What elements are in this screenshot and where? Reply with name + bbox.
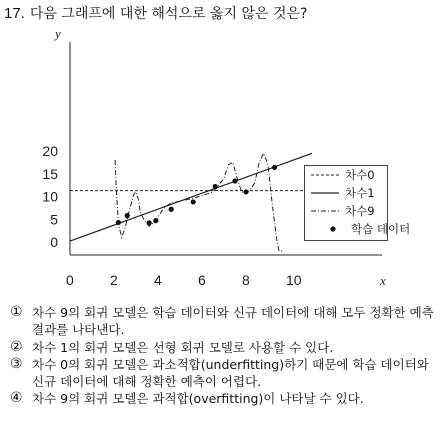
question-number: 17. bbox=[4, 5, 25, 22]
x-tick-label: 10 bbox=[286, 272, 302, 288]
choice-1[interactable] bbox=[10, 304, 435, 339]
choice-marker: ④ bbox=[10, 390, 23, 407]
training-data-point bbox=[169, 207, 174, 212]
dot-marker-icon bbox=[309, 222, 341, 236]
dashed-line-icon bbox=[309, 168, 341, 182]
choice-marker: ③ bbox=[10, 355, 23, 372]
y-tick-label: 20 bbox=[42, 143, 58, 159]
x-axis-label: x bbox=[380, 273, 386, 288]
legend-label: 차수9 bbox=[345, 204, 375, 218]
answer-choices bbox=[10, 304, 435, 408]
legend-label: 차수1 bbox=[345, 186, 375, 200]
choice-text: 차수 9의 회귀 모델은 과적합(overfitting)이 나타날 수 있다. bbox=[32, 391, 364, 407]
training-data-point bbox=[147, 220, 152, 225]
training-data-point bbox=[272, 165, 277, 170]
legend-item-training-data bbox=[305, 221, 411, 238]
choice-3[interactable] bbox=[10, 356, 435, 391]
y-tick-label: 15 bbox=[42, 165, 58, 182]
dash-dot-line-icon bbox=[309, 204, 341, 218]
training-data-point bbox=[125, 213, 130, 218]
y-tick-label: 0 bbox=[50, 234, 58, 250]
training-data-point bbox=[213, 184, 218, 189]
choice-text: 차수 1의 회귀 모델은 선형 회귀 모델로 사용할 수 있다. bbox=[32, 339, 334, 355]
solid-line-icon bbox=[309, 186, 341, 200]
choice-4[interactable] bbox=[10, 390, 435, 407]
question-text: 다음 그래프에 대한 해석으로 옳지 않은 것은? bbox=[29, 6, 308, 22]
choice-text: 차수 9의 회귀 모델은 학습 데이터와 신규 데이터에 대해 모두 정확한 예측 결과를 나타낸다. bbox=[32, 305, 434, 338]
training-data-point bbox=[243, 189, 248, 194]
y-tick-label: 10 bbox=[42, 188, 58, 205]
legend-item-order9 bbox=[305, 203, 387, 220]
chart-legend bbox=[304, 165, 411, 241]
choice-2[interactable] bbox=[10, 339, 435, 356]
y-axis-label: y bbox=[55, 26, 61, 41]
training-data-point bbox=[232, 178, 237, 183]
choice-marker: ② bbox=[10, 338, 23, 355]
x-tick-label: 0 bbox=[66, 272, 74, 288]
training-data-point bbox=[153, 218, 158, 223]
legend-label: 차수0 bbox=[345, 168, 375, 182]
training-data-point bbox=[191, 199, 196, 204]
training-data-point bbox=[116, 220, 121, 225]
legend-label: 학습 데이터 bbox=[351, 222, 411, 236]
y-tick-label: 5 bbox=[50, 211, 58, 228]
series-line-dash-dot bbox=[115, 153, 283, 251]
x-tick-label: 6 bbox=[198, 272, 206, 288]
x-tick-label: 4 bbox=[154, 272, 162, 288]
choice-text: 차수 0의 회귀 모델은 과소적합(underfitting)하기 때문에 학습 데이터와 신규 데이터에 대해 정확한 예측이 어렵다. bbox=[32, 356, 429, 390]
choice-marker: ① bbox=[10, 304, 23, 320]
legend-item-order1 bbox=[305, 185, 387, 202]
x-tick-label: 8 bbox=[242, 272, 250, 288]
x-tick-label: 2 bbox=[110, 272, 118, 288]
legend-item-order0 bbox=[305, 167, 387, 184]
